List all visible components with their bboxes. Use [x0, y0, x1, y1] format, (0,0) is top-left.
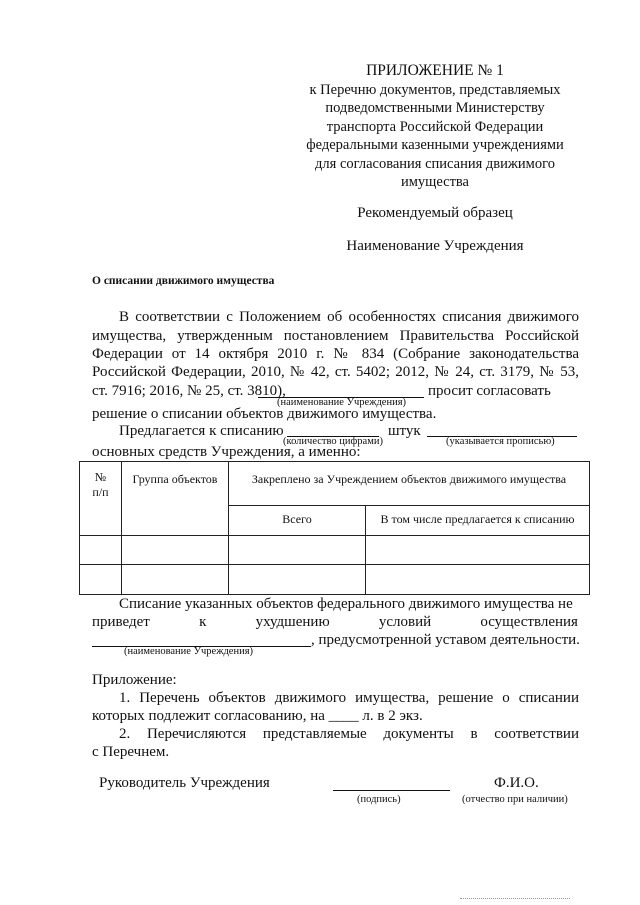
hint-institution-2: (наименование Учреждения) — [124, 646, 254, 657]
appendix-title: ПРИЛОЖЕНИЕ № 1 — [366, 62, 504, 79]
appendix-line: федеральными казенными учреждениями — [306, 137, 564, 153]
proposal-pieces: штук — [388, 423, 421, 439]
paragraph1-line: Федерации от 14 октября 2010 г. № 834 (Собрание законодательства — [92, 346, 579, 362]
words-blank-line — [427, 423, 577, 437]
hint-words: (указывается прописью) — [446, 436, 555, 447]
paragraph1-line: Российской Федерации, 2010, № 42, ст. 5402; 2012, № 24, ст. 3179, № 53, — [92, 364, 579, 380]
assets-table — [79, 461, 590, 595]
paragraph1-last-start: ст. 7916; 2016, № 25, ст. 3810), — [92, 383, 286, 399]
appendix-line: подведомственными Министерству — [325, 100, 545, 116]
signature-fio: Ф.И.О. — [494, 775, 539, 791]
paragraph2-word: приведет — [92, 614, 150, 630]
paragraph1-continuation: решение о списании объектов движимого имущества. — [92, 406, 437, 422]
attachment-item1-line2: которых подлежит согласованию, на ____ л. в 2 экз. — [92, 708, 423, 724]
table-cell — [80, 565, 122, 595]
proposal-continuation: основных средств Учреждения, а именно: — [92, 444, 361, 460]
paragraph1-line: В соответствии с Положением об особенностях списания движимого — [119, 309, 579, 325]
appendix-line: имущества — [400, 174, 469, 190]
paragraph2-line1: Списание указанных объектов федерального движимого имущества не — [119, 596, 573, 612]
paragraph1-last-end: просит согласовать — [428, 383, 551, 399]
table-cell — [366, 565, 590, 595]
paragraph2-line3-end: , предусмотренной уставом деятельности. — [311, 632, 580, 648]
hint-signature: (подпись) — [357, 794, 401, 805]
header-assigned: Закреплено за Учреждением объектов движимого имущества — [229, 462, 590, 506]
digits-blank-line — [287, 423, 379, 437]
table-cell — [122, 536, 229, 565]
paragraph2-line2 — [92, 614, 578, 631]
table-cell — [366, 536, 590, 565]
proposal-start: Предлагается к списанию — [119, 423, 284, 439]
attachments-heading: Приложение: — [92, 672, 177, 688]
table-cell — [229, 565, 366, 595]
paragraph2-word: осуществления — [480, 614, 578, 630]
page-edge-mark — [460, 898, 570, 905]
recommended-sample: Рекомендуемый образец — [357, 205, 513, 221]
attachment-item1-line1: 1. Перечень объектов движимого имущества, решение о списании — [119, 690, 579, 706]
attachment-item2-line2: с Перечнем. — [92, 744, 170, 760]
signature-line — [333, 778, 450, 791]
letter-subject: О списании движимого имущества — [92, 275, 275, 287]
table-cell — [122, 565, 229, 595]
paragraph2-word: условий — [378, 614, 432, 630]
header-num: № п/п — [80, 462, 122, 536]
institution-blank-line — [258, 383, 424, 398]
header-total: Всего — [229, 506, 366, 536]
paragraph1-line: имущества, утвержденным постановлением Правительства Российской — [92, 328, 579, 344]
header-proposed: В том числе предлагается к списанию — [366, 506, 590, 536]
institution-blank-line-2 — [92, 632, 311, 647]
hint-institution: (наименование Учреждения) — [277, 397, 407, 408]
attachment-item2-line1: 2. Перечисляются представляемые документы в соответствии — [119, 726, 579, 742]
table-cell — [80, 536, 122, 565]
table-cell — [229, 536, 366, 565]
appendix-header — [300, 62, 570, 192]
institution-name: Наименование Учреждения — [346, 238, 524, 254]
appendix-line: для согласования списания движимого — [315, 155, 555, 172]
paragraph2-word: к — [199, 614, 207, 630]
appendix-line: транспорта Российской Федерации — [326, 118, 544, 135]
hint-patronymic: (отчество при наличии) — [462, 794, 568, 805]
signature-head: Руководитель Учреждения — [99, 775, 270, 791]
appendix-line: к Перечню документов, представляемых — [309, 81, 561, 98]
hint-digits: (количество цифрами) — [283, 436, 383, 447]
paragraph2-word: ухудшению — [255, 614, 330, 630]
header-group: Группа объектов — [122, 462, 229, 536]
